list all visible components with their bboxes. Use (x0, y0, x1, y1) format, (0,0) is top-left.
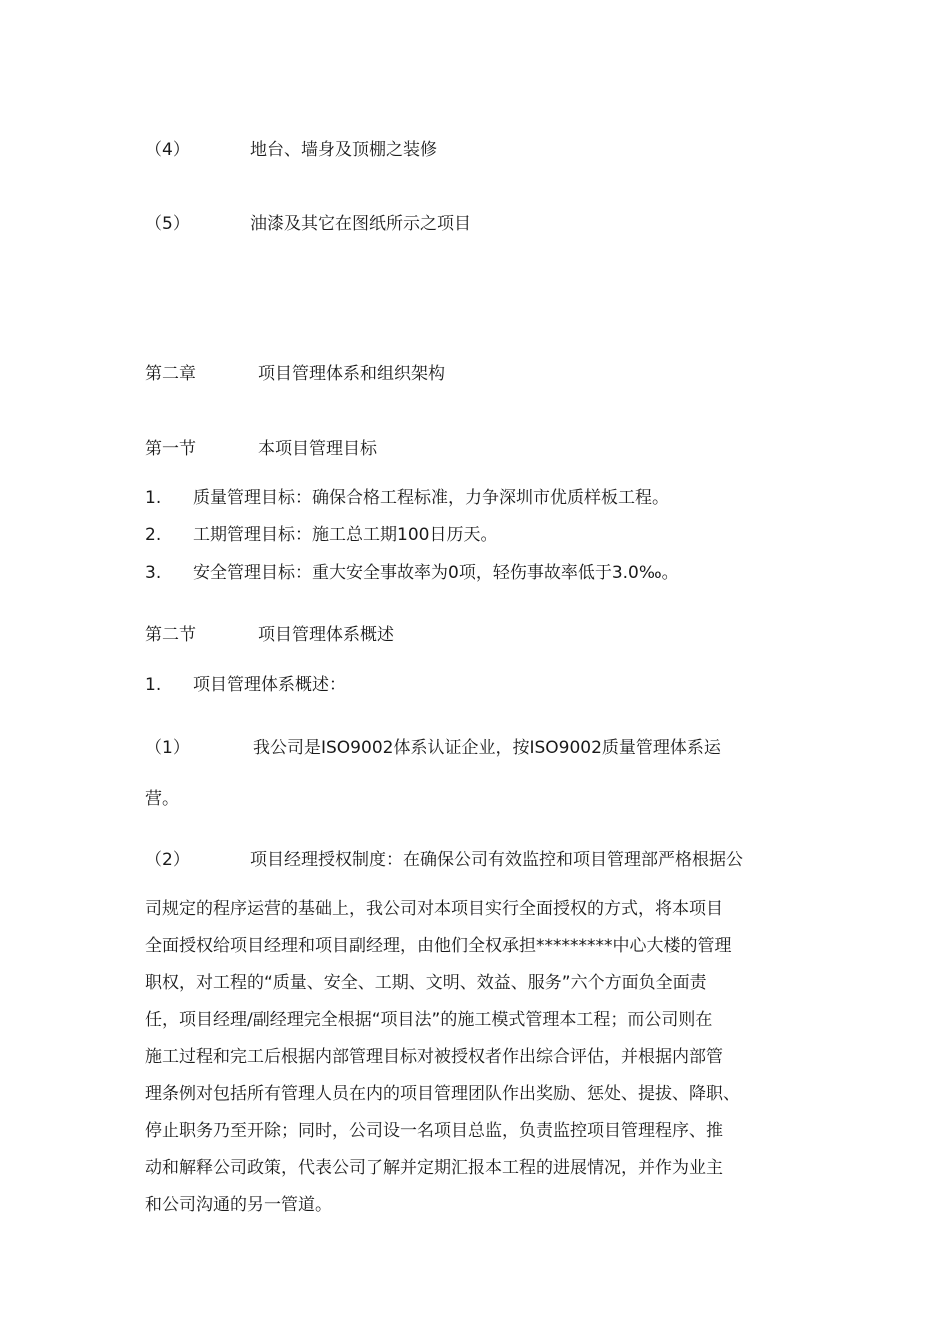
section-heading-1 (145, 437, 377, 461)
paragraph-line: 任，项目经理/副经理完全根据“项目法”的施工模式管理本工程；而公司则在 (145, 1010, 713, 1030)
section-label: 第二节 (145, 625, 196, 645)
overview-item-1 (145, 673, 346, 697)
list-item-text: 地台、墙身及顶棚之装修 (250, 140, 437, 160)
section-title: 本项目管理目标 (258, 439, 377, 459)
paragraph-line: 全面授权给项目经理和项目副经理，由他们全权承担*********中心大楼的管理 (145, 936, 732, 956)
chapter-title: 项目管理体系和组织架构 (258, 364, 445, 384)
paragraph-marker: （2） (145, 850, 190, 870)
goal-text: 工期管理目标：施工总工期100日历天。 (193, 525, 498, 545)
paragraph-line: 施工过程和完工后根据内部管理目标对被授权者作出综合评估，并根据内部管 (145, 1047, 723, 1067)
goal-num: 1. (145, 488, 162, 508)
paragraph-1-first-line (145, 736, 721, 760)
goal-item-3 (145, 561, 679, 585)
section-heading-2 (145, 623, 394, 647)
section-label: 第一节 (145, 439, 196, 459)
paragraph-line: 司规定的程序运营的基础上，我公司对本项目实行全面授权的方式，将本项目 (145, 899, 723, 919)
paragraph-line: 动和解释公司政策，代表公司了解并定期汇报本工程的进展情况，并作为业主 (145, 1158, 723, 1178)
list-marker: （5） (145, 214, 190, 234)
paragraph-line: 职权，对工程的“质量、安全、工期、文明、效益、服务”六个方面负全面责 (145, 973, 707, 993)
paragraph-1-second-line: 营。 (145, 789, 179, 809)
goal-item-2 (145, 523, 498, 547)
list-item-4 (145, 138, 437, 162)
section-title: 项目管理体系概述 (258, 625, 394, 645)
paragraph-marker: （1） (145, 738, 190, 758)
list-marker: （4） (145, 140, 190, 160)
paragraph-line: 停止职务乃至开除；同时，公司设一名项目总监，负责监控项目管理程序、推 (145, 1121, 723, 1141)
chapter-label: 第二章 (145, 364, 196, 384)
paragraph-text: 我公司是ISO9002体系认证企业，按ISO9002质量管理体系运 (253, 738, 721, 758)
overview-num: 1. (145, 675, 162, 695)
chapter-heading (145, 362, 445, 386)
paragraph-2-body (145, 897, 820, 1230)
paragraph-line: 理条例对包括所有管理人员在内的项目管理团队作出奖励、惩处、提拔、降职、 (145, 1084, 740, 1104)
goal-num: 2. (145, 525, 162, 545)
overview-text: 项目管理体系概述： (193, 675, 346, 695)
goal-text: 安全管理目标：重大安全事故率为0项，轻伤事故率低于3.0‰。 (193, 563, 679, 583)
goal-item-1 (145, 486, 669, 510)
paragraph-line: 和公司沟通的另一管道。 (145, 1195, 332, 1215)
goal-text: 质量管理目标：确保合格工程标准，力争深圳市优质样板工程。 (193, 488, 669, 508)
list-item-5 (145, 212, 471, 236)
list-item-text: 油漆及其它在图纸所示之项目 (250, 214, 471, 234)
paragraph-text: 项目经理授权制度：在确保公司有效监控和项目管理部严格根据公 (250, 850, 743, 870)
paragraph-2-first-line (145, 848, 743, 872)
goal-num: 3. (145, 563, 162, 583)
